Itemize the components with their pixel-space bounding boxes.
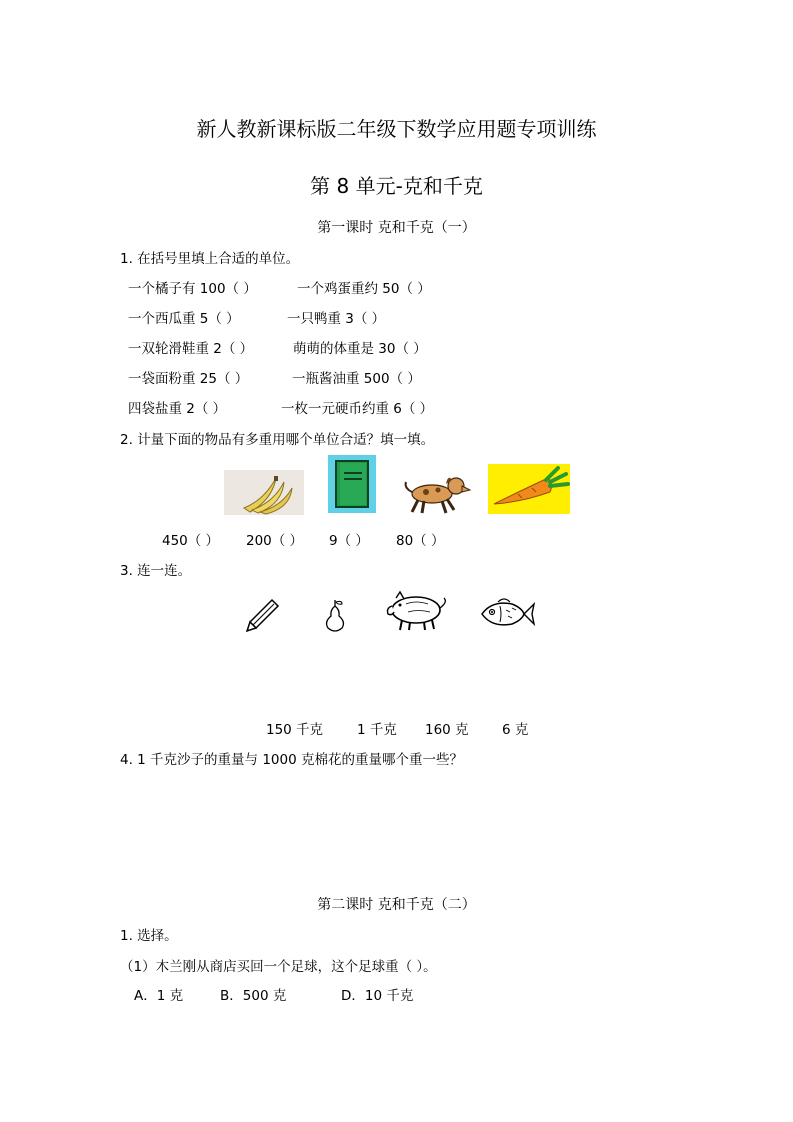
q3-weight-4: 6 克 — [502, 722, 529, 738]
q1-row1-right: 一个鸡蛋重约 50（ ） — [297, 281, 431, 297]
q2-answer-book: 200（ ） — [246, 533, 304, 549]
q2-prompt: 2. 计量下面的物品有多重用哪个单位合适？填一填。 — [120, 432, 435, 448]
q1-row5-right: 一枚一元硬币约重 6（ ） — [281, 401, 434, 417]
q2-answer-dog: 9（ ） — [329, 533, 369, 549]
q2-answer-bananas: 450（ ） — [162, 533, 220, 549]
s2-q1-sub1: （1）木兰刚从商店买回一个足球，这个足球重（ ）。 — [120, 959, 437, 975]
q1-row2-right: 一只鸭重 3（ ） — [287, 311, 386, 327]
option-d: D．10 千克 — [341, 988, 414, 1004]
option-a: A．1 克 — [134, 988, 184, 1004]
q1-row1-left: 一个橘子有 100（ ） — [128, 281, 257, 297]
q3-weight-2: 1 千克 — [357, 722, 397, 738]
q1-row3-left: 一双轮滑鞋重 2（ ） — [128, 341, 254, 357]
q1-row5-left: 四袋盐重 2（ ） — [128, 401, 227, 417]
section1-heading: 第一课时 克和千克（一） — [317, 220, 476, 236]
pear-image — [320, 598, 350, 634]
s2-q1-prompt: 1. 选择。 — [120, 928, 178, 944]
q1-row3-right: 萌萌的体重是 30（ ） — [293, 341, 427, 357]
q4-prompt: 4. 1 千克沙子的重量与 1000 克棉花的重量哪个重一些？ — [120, 752, 463, 768]
fish-image — [478, 596, 536, 632]
q3-weight-1: 150 千克 — [266, 722, 324, 738]
q1-prompt: 1. 在括号里填上合适的单位。 — [120, 251, 300, 267]
section2-heading: 第二课时 克和千克（二） — [317, 897, 476, 913]
pencil-image — [244, 598, 280, 634]
q1-row4-right: 一瓶酱油重 500（ ） — [292, 371, 421, 387]
option-b: B．500 克 — [220, 988, 287, 1004]
book-image — [328, 455, 376, 513]
unit-title: 第 8 单元-克和千克 — [310, 174, 483, 198]
dog-image — [402, 470, 472, 515]
carrot-image — [488, 464, 570, 514]
q2-answer-carrot: 80（ ） — [396, 533, 445, 549]
bananas-image — [224, 470, 304, 515]
q3-prompt: 3. 连一连。 — [120, 563, 192, 579]
q1-row2-left: 一个西瓜重 5（ ） — [128, 311, 240, 327]
q3-weight-3: 160 克 — [425, 722, 469, 738]
q1-row4-left: 一袋面粉重 25（ ） — [128, 371, 249, 387]
pig-image — [384, 590, 450, 632]
document-title: 新人教新课标版二年级下数学应用题专项训练 — [196, 117, 597, 141]
